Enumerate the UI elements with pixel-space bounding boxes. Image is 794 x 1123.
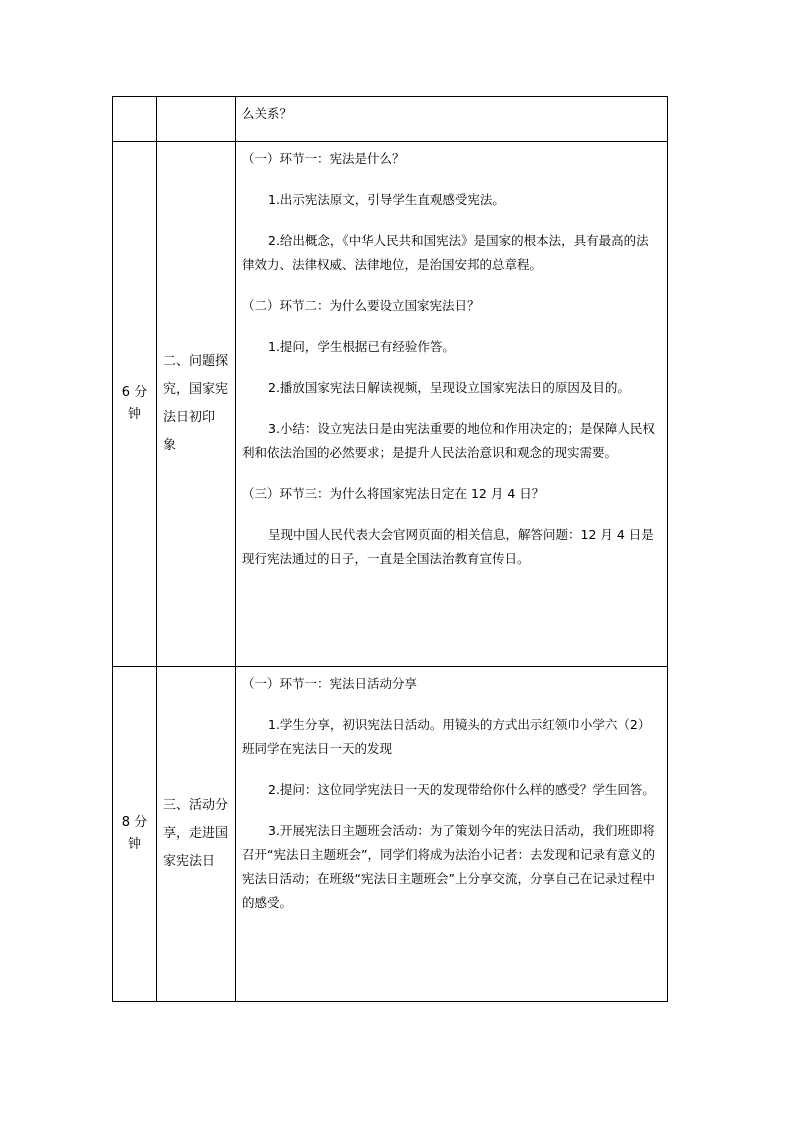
stage-label: 三、活动分 bbox=[163, 798, 229, 813]
content-cell bbox=[236, 97, 668, 142]
section-heading: （一）环节一：宪法是什么？ bbox=[242, 151, 405, 166]
content-paragraph: 2.提问：这位同学宪法日一天的发现带给你什么样的感受？学生回答。 bbox=[268, 782, 655, 797]
content-paragraph: 1.出示宪法原文，引导学生直观感受宪法。 bbox=[268, 192, 505, 207]
time-label: 6 分 bbox=[121, 385, 148, 400]
stage-label: 法日初印 bbox=[163, 410, 216, 425]
time-label: 8 分 bbox=[121, 815, 148, 830]
stage-label: 象 bbox=[163, 438, 177, 453]
lesson-plan-table bbox=[112, 96, 668, 1002]
time-label: 钟 bbox=[127, 407, 141, 422]
table-row bbox=[113, 667, 668, 1002]
stage-label: 享，走进国 bbox=[163, 826, 229, 841]
content-paragraph: 1.学生分享，初识宪法日活动。用镜头的方式出示红领巾小学六（2）班同学在宪法日一天的发现 bbox=[242, 717, 651, 756]
stage-cell bbox=[157, 667, 236, 1002]
section-heading: （三）环节三：为什么将国家宪法日定在 12 月 4 日？ bbox=[242, 486, 545, 501]
section-heading: （一）环节一：宪法日活动分享 bbox=[242, 676, 418, 691]
content-cell bbox=[236, 667, 668, 1002]
content-cell bbox=[236, 142, 668, 667]
stage-label: 家宪法日 bbox=[163, 854, 216, 869]
stage-label: 二、问题探 bbox=[163, 354, 229, 369]
table-row bbox=[113, 142, 668, 667]
time-label: 钟 bbox=[127, 837, 141, 852]
content-paragraph: 3.开展宪法日主题班会活动：为了策划今年的宪法日活动，我们班即将召开“宪法日主题班会”，同学们将成为法治小记者：去发现和记录有意义的宪法日活动；在班级“宪法日主题班会”上分享交流，分享自己在记录过程中的感受。 bbox=[242, 823, 655, 910]
stage-cell bbox=[157, 97, 236, 142]
content-paragraph: 2.播放国家宪法日解读视频，呈现设立国家宪法日的原因及目的。 bbox=[268, 380, 630, 395]
content-paragraph: 3.小结：设立宪法日是由宪法重要的地位和作用决定的；是保障人民权利和依法治国的必然要求；是提升人民法治意识和观念的现实需要。 bbox=[242, 421, 655, 460]
stage-cell bbox=[157, 142, 236, 667]
stage-label: 究，国家宪 bbox=[163, 382, 229, 397]
content-paragraph: 么关系？ bbox=[242, 106, 293, 121]
section-heading: （二）环节二：为什么要设立国家宪法日？ bbox=[242, 298, 480, 313]
time-cell bbox=[113, 142, 157, 667]
table-row bbox=[113, 97, 668, 142]
time-cell bbox=[113, 667, 157, 1002]
content-paragraph: 2.给出概念，《中华人民共和国宪法》是国家的根本法，具有最高的法律效力、法律权威、法律地位，是治国安邦的总章程。 bbox=[242, 233, 649, 272]
time-cell bbox=[113, 97, 157, 142]
content-paragraph: 1.提问，学生根据已有经验作答。 bbox=[268, 339, 455, 354]
content-paragraph: 呈现中国人民代表大会官网页面的相关信息，解答问题：12 月 4 日是现行宪法通过的日子，一直是全国法治教育宣传日。 bbox=[242, 527, 654, 566]
